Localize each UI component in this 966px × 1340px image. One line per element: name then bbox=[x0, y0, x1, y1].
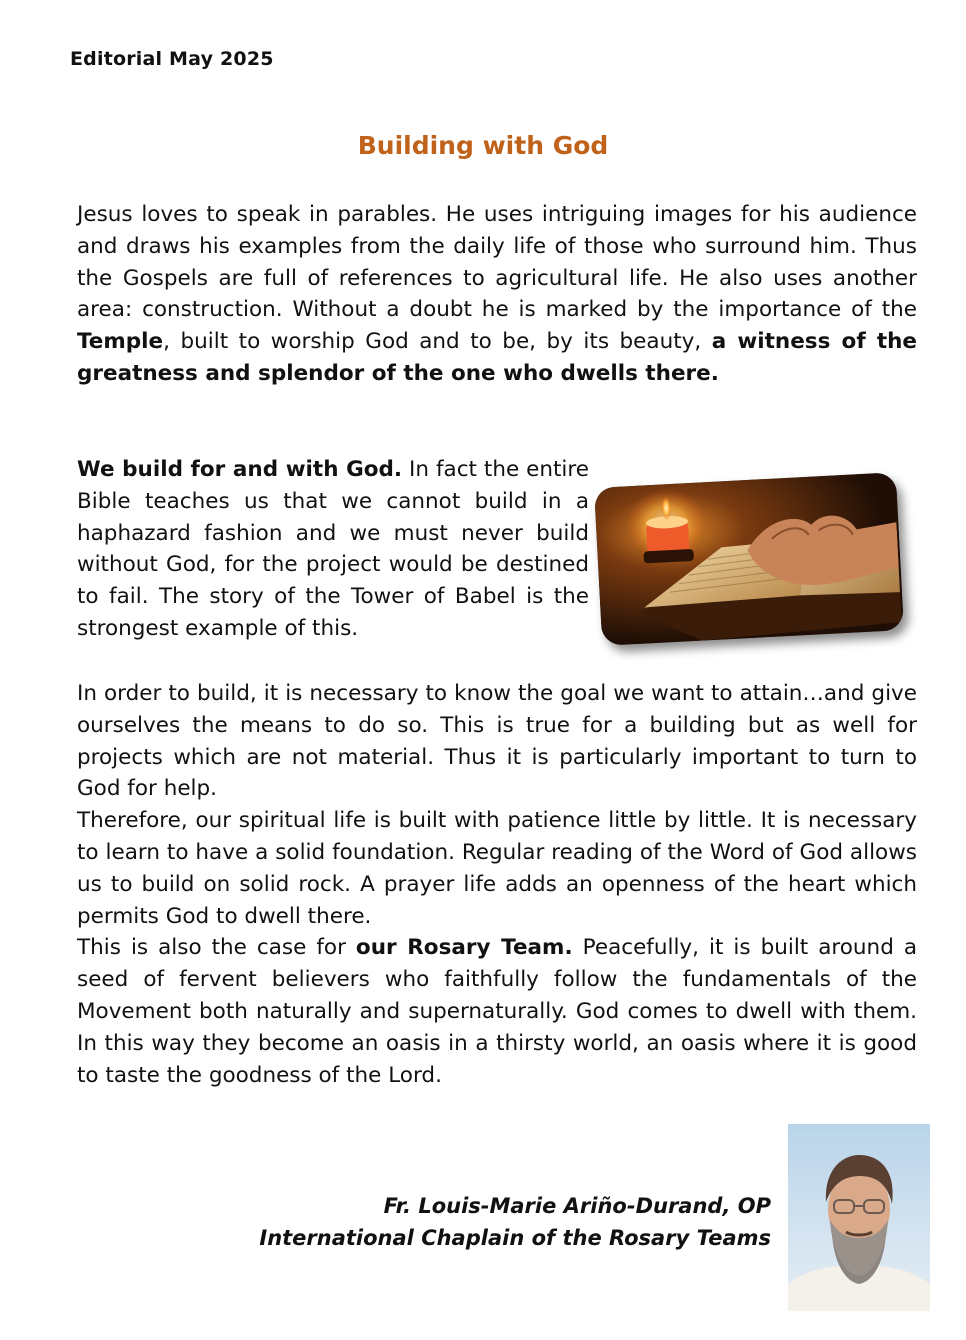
build-with-god-text: In fact the entire Bible teaches us that we cannot build in a haphazard fashion and we must never build without God, for the project would be destined to fail. The story of the Tower of Babel is the strongest example of this. bbox=[77, 457, 589, 641]
rosary-text-2: Peacefully, it is built around a seed of fervent believers who faithfully follow the fundamentals of the Movement both naturally and supernaturally. God comes to dwell with them. In this way they become an oasis in a thirsty world, an oasis where it is good to taste the goodness of the Lord. bbox=[77, 935, 918, 1088]
intro-text-2: , built to worship God and to be, by its beauty, bbox=[163, 329, 712, 355]
paragraph-body bbox=[77, 678, 917, 1091]
body-goal-text: In order to build, it is necessary to know the goal we want to attain…and give ourselves the means to do so. This is true for a building but as well for projects which are not material. Thus it is particularly important to turn to God for help. bbox=[77, 681, 917, 802]
paragraph-build-with-god bbox=[77, 454, 589, 645]
intro-text-1: Jesus loves to speak in parables. He uses intriguing images for his audience and draws his examples from the daily life of those who surround him. Thus the Gospels are full of references to agricultural life. He also uses another area: construction. Without a doubt he is marked by the importance of the bbox=[77, 202, 917, 323]
author-name: Fr. Louis-Marie Ariño-Durand, OP bbox=[383, 1194, 771, 1218]
intro-bold-temple: Temple bbox=[77, 329, 164, 355]
editorial-date-header: Editorial May 2025 bbox=[70, 48, 274, 70]
intro-bold-witness: a witness of the greatness and splendor of the one who dwells there. bbox=[77, 329, 917, 386]
rosary-team-bold: our Rosary Team. bbox=[355, 935, 573, 961]
author-role: International Chaplain of the Rosary Teams bbox=[259, 1226, 771, 1250]
rosary-text-1: This is also the case for bbox=[77, 935, 356, 961]
build-with-god-bold: We build for and with God. bbox=[77, 457, 403, 482]
author-portrait-photo bbox=[788, 1124, 930, 1311]
author-signature bbox=[259, 1190, 771, 1254]
paragraph-intro bbox=[77, 199, 917, 390]
article-title: Building with God bbox=[357, 131, 609, 160]
body-rosary-team-paragraph bbox=[77, 932, 917, 1091]
body-spiritual-life-text: Therefore, our spiritual life is built with patience little by little. It is necessary to learn to have a solid foundation. Regular reading of the Word of God allows us to build on solid rock. A prayer life adds an openness of the heart which permits God to dwell there. bbox=[77, 808, 917, 929]
prayer-bible-candle-photo bbox=[594, 472, 904, 646]
